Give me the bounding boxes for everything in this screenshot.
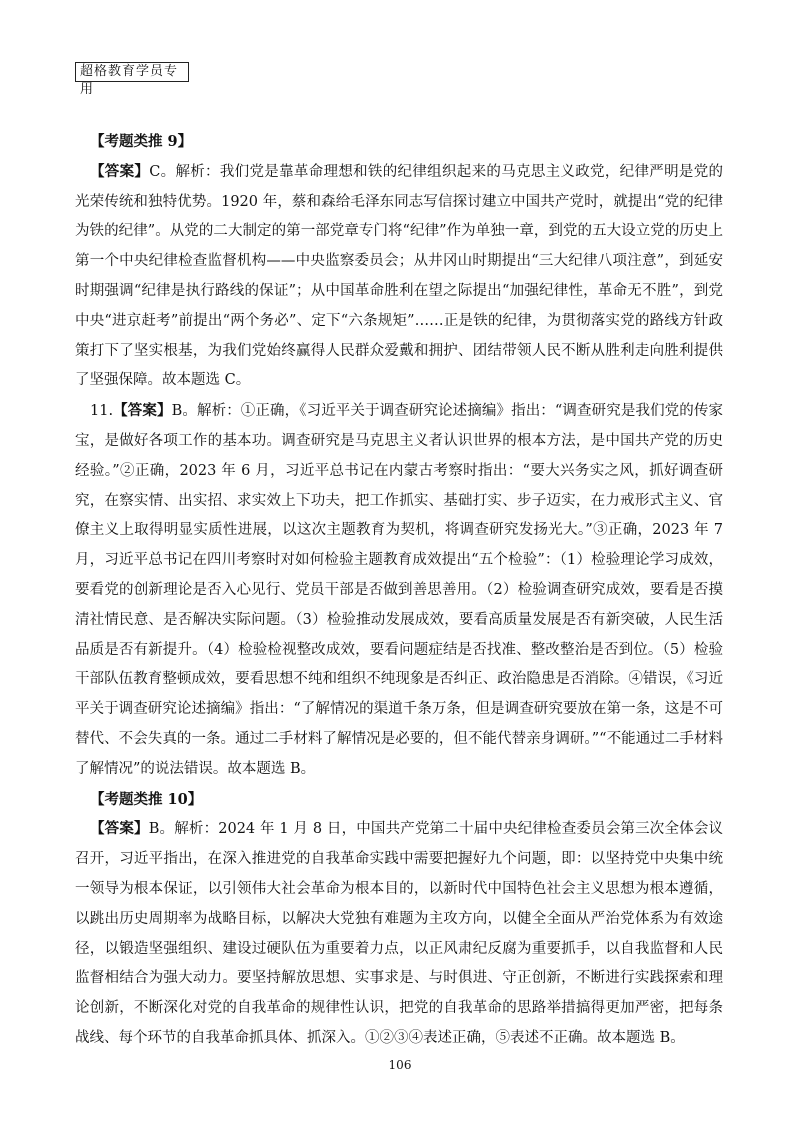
- answer-text: B。解析：①正确，《习近平关于调查研究论述摘编》指出：“调查研究是我们党的传家宝，是做好各项工作的基本功。调查研究是马克思主义者认识世界的根本方法，是中国共产党的历史经验。”②正确，2023 年 6 月，习近平总书记在内蒙古考察时指出：“要大兴务实之风，抓好调查研究，在察实情、出实招、求实效上下功夫，把工作抓实、基础打实、步子迈实，在力戒形式主义、官僚主义上取得明显实质性进展，以这次主题教育为契机，将调查研究发扬光大。”③正确，2023 年 7 月，习近平总书记在四川考察时对如何检验主题教育成效提出“五个检验”：（1）检验理论学习成效，要看党的创新理论是否入心见行、党员干部是否做到善思善用。（2）检验调查研究成效，要看是否摸清社情民意、是否解决实际问题。（3）检验推动发展成效，要看高质量发展是否有新突破，人民生活品质是否有新提升。（4）检验检视整改成效，要看问题症结是否找准、整改整治是否到位。（5）检验干部队伍教育整顿成效，要看思想不纯和组织不纯现象是否纠正、政治隐患是否消除。④错误，《习近平关于调查研究论述摘编》指出：“了解情况的渠道千条万条，但是调查研究要放在第一条，这是不可替代、不会失真的一条。通过二手材料了解情况是必要的，但不能代替亲身调研。”“不能通过二手材料了解情况”的说法错误。故本题选 B。: [75, 403, 723, 777]
- answer-text: C。解析：我们党是靠革命理想和铁的纪律组织起来的马克思主义政党，纪律严明是党的光荣传统和独特优势。1920 年，蔡和森给毛泽东同志写信探讨建立中国共产党时，就提出“党的纪律为铁的纪律”。从党的二大制定的第一部党章专门将“纪律”作为单独一章，到党的五大设立党的历史上第一个中央纪律检查监督机构——中央监察委员会；从井冈山时期提出“三大纪律八项注意”，到延安时期强调“纪律是执行路线的保证”；从中国革命胜利在望之际提出“加强纪律性，革命无不胜”，到党中央“进京赶考”前提出“两个务必”、定下“六条规矩”……正是铁的纪律，为贯彻落实党的路线方针政策打下了坚实根基，为我们党始终赢得人民群众爱戴和拥护、团结带领人民不断从胜利走向胜利提供了坚强保障。故本题选 C。: [75, 163, 724, 389]
- answer-paragraph-9: [75, 157, 723, 396]
- main-content: [75, 127, 723, 1054]
- section-heading-9: 【考题类推 9】: [90, 133, 193, 150]
- page-number: 106: [388, 1058, 412, 1072]
- answer-label: 【答案】: [113, 402, 172, 420]
- answer-text: B。解析：2024 年 1 月 8 日，中国共产党第二十届中央纪律检查委员会第三次全体会议召开，习近平指出，在深入推进党的自我革命实践中需要把握好九个问题，即：以坚持党中央集中统一领导为根本保证，以引领伟大社会革命为根本目的，以新时代中国特色社会主义思想为根本遵循，以跳出历史周期率为战略目标，以解决大党独有难题为主攻方向，以健全全面从严治党体系为有效途径，以锻造坚强组织、建设过硬队伍为重要着力点，以正风肃纪反腐为重要抓手，以自我监督和人民监督相结合为强大动力。要坚持解放思想、实事求是、与时俱进、守正创新，不断进行实践探索和理论创新，不断深化对党的自我革命的规律性认识，把党的自我革命的思路举措搞得更加严密，把每条战线、每个环节的自我革命抓具体、抓深入。①②③④表述正确，⑤表述不正确。故本题选 B。: [75, 821, 723, 1046]
- question-number: 11.: [90, 403, 114, 420]
- header-tag: 超格教育学员专用: [75, 62, 189, 82]
- section-heading-10: 【考题类推 10】: [90, 790, 203, 808]
- answer-paragraph-11: [75, 396, 723, 784]
- answer-label: 【答案】: [90, 162, 150, 180]
- answer-paragraph-10: [75, 814, 723, 1053]
- answer-label: 【答案】: [90, 820, 149, 838]
